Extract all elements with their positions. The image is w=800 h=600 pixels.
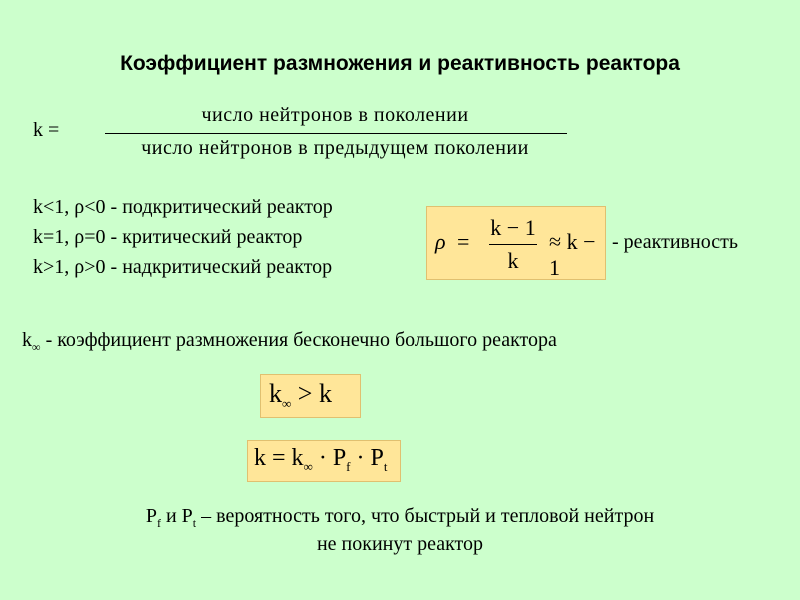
prod-left: k = k bbox=[254, 445, 304, 471]
reactivity-numerator: k − 1 bbox=[490, 215, 536, 240]
condition-critical: k=1, ρ=0 - критический реактор bbox=[33, 226, 303, 248]
reactivity-approx: ≈ k − 1 bbox=[549, 229, 596, 280]
reactivity-formula-box bbox=[426, 206, 606, 280]
k-product-formula-box bbox=[247, 440, 401, 482]
ineq-left: k bbox=[269, 379, 282, 408]
k-inf-symbol: k bbox=[22, 329, 32, 351]
infinity-subscript: ∞ bbox=[32, 340, 41, 354]
f-subscript: f bbox=[346, 458, 351, 474]
k-def-denominator: число нейтронов в предыдущем поколении bbox=[141, 137, 529, 159]
equals-sign: = bbox=[457, 229, 470, 254]
condition-supercritical: k>1, ρ>0 - надкритический реактор bbox=[33, 256, 333, 278]
k-infinity-description bbox=[22, 329, 557, 355]
footer-line-1 bbox=[0, 505, 800, 531]
reactivity-label: - реактивность bbox=[612, 231, 738, 253]
f-subscript: f bbox=[156, 516, 161, 530]
condition-subcritical: k<1, ρ<0 - подкритический реактор bbox=[33, 196, 333, 218]
prod-pf: · P bbox=[312, 445, 347, 471]
reactivity-denominator: k bbox=[507, 248, 519, 273]
and-p: и P bbox=[160, 505, 193, 527]
fraction-bar bbox=[489, 244, 537, 245]
k-def-numerator: число нейтронов в поколении bbox=[201, 104, 469, 126]
rho-symbol: ρ bbox=[435, 229, 446, 254]
slide-title: Коэффициент размножения и реактивность реактора bbox=[120, 52, 680, 75]
infinity-subscript: ∞ bbox=[303, 458, 313, 474]
footer-line-2: не покинут реактор bbox=[316, 533, 484, 555]
infinity-subscript: ∞ bbox=[282, 396, 292, 412]
t-subscript: t bbox=[383, 458, 388, 474]
k-def-lhs: k = bbox=[33, 119, 60, 141]
k-inf-inequality-box bbox=[260, 374, 361, 418]
k-inf-description-text: - коэффициент размножения бесконечно большого реактора bbox=[40, 329, 557, 351]
fraction-bar bbox=[105, 133, 567, 134]
footer-line-1-text: – вероятность того, что быстрый и тепловой нейтрон bbox=[196, 505, 655, 527]
k-definition-formula bbox=[33, 104, 543, 164]
prod-pt: · P bbox=[350, 445, 384, 471]
ineq-right: > k bbox=[291, 379, 332, 408]
p-symbol: P bbox=[145, 505, 157, 527]
t-subscript: t bbox=[192, 516, 197, 530]
